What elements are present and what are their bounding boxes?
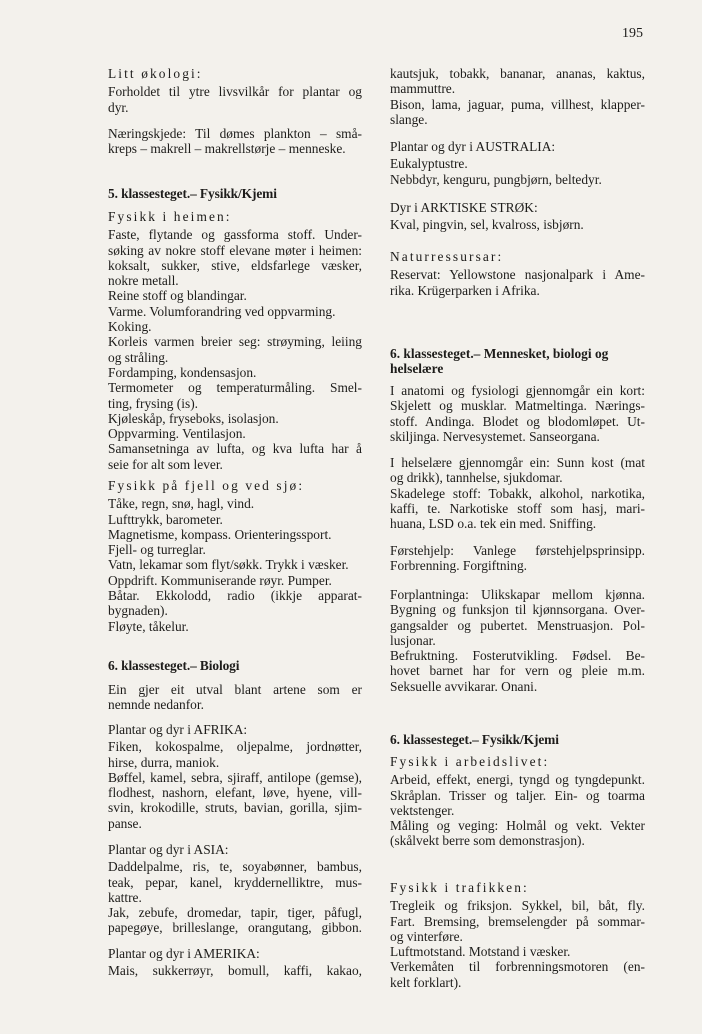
section-fysikk-arbeidslivet: [390, 754, 645, 849]
text-line: Fløyte, tåkelur.: [108, 618, 189, 634]
section-fysikk-i-heimen: [108, 209, 362, 472]
text-line: Reine stoff og blandingar.: [108, 288, 247, 304]
text-line: I helselære gjennomgår ein: Sunn kost (mat: [390, 455, 645, 470]
section-fysikk-pa-fjell: [108, 478, 362, 634]
section-heading: Plantar og dyr i AFRIKA:: [108, 722, 248, 737]
section-naturressursar: [390, 249, 645, 298]
paragraph-utval: [108, 682, 362, 713]
text-line: Magnetisme, kompass. Orienteringssport.: [108, 526, 332, 542]
text-line: flodhest, nashorn, elefant, løve, hyene, vill-: [108, 785, 362, 801]
page-number: 195: [622, 26, 643, 41]
section-arktiske: [390, 200, 645, 233]
text-line: panse.: [108, 815, 142, 831]
text-line: kautsjuk, tobakk, bananar, ananas, kaktus,: [390, 66, 645, 81]
text-line: huana, LSD o.a. tek ein med. Sniffing.: [390, 516, 597, 532]
grade-heading-6-mennesket: [390, 346, 645, 377]
text-line: Bison, lama, jaguar, puma, villhest, klapper-: [390, 96, 645, 112]
section-asia: [108, 842, 362, 936]
text-line: Arbeid, effekt, energi, tyngd og tyngdepunkt.: [390, 772, 645, 788]
text-line: papegøye, brilleslange, orangutang, gibbon.: [108, 920, 362, 936]
text-line: Bygning og funksjon til kjønnsorgana. Over-: [390, 602, 645, 618]
section-heading: Plantar og dyr i AUSTRALIA:: [390, 139, 556, 154]
text-line: gangsalder og pubertet. Menstruasjon. Pol-: [390, 617, 645, 633]
text-line: og vinterføre.: [390, 928, 463, 944]
section-fysikk-trafikken: [390, 880, 645, 990]
text-line: Tåke, regn, snø, hagl, vind.: [108, 496, 255, 512]
text-line: Verkemåten til forbrenningsmotoren (en-: [390, 959, 645, 975]
text-line: Skråplan. Trisser og taljer. Ein- og toarma: [390, 787, 645, 803]
text-line: mammuttre.: [390, 81, 456, 97]
paragraph-anatomi: [390, 383, 645, 444]
grade-heading-6-fysikk: [390, 732, 645, 747]
grade-heading: 6. klassesteget.– Biologi: [108, 658, 240, 673]
section-afrika: [108, 722, 362, 831]
text-line: slange.: [390, 111, 428, 127]
text-line: Korleis varmen breier seg: strøyming, leiing: [108, 334, 362, 350]
text-line: Lufttrykk, barometer.: [108, 511, 223, 527]
text-line: Forplantninga: Ulikskapar mellom kjønna.: [390, 587, 645, 602]
text-line: Fart. Bremsing, bremselengder på sommar-: [390, 913, 645, 929]
paragraph-helselaere: [390, 455, 645, 531]
text-line: Befruktning. Fosterutvikling. Fødsel. Be-: [390, 648, 645, 664]
text-line: ting, frysing (is).: [108, 395, 199, 411]
paragraph-amerika-cont: [390, 66, 645, 127]
text-line: skiljinga. Nervesystemet. Sanseorgana.: [390, 428, 600, 444]
text-line: nokre metall.: [108, 273, 179, 289]
section-heading: Plantar og dyr i AMERIKA:: [108, 946, 260, 961]
section-heading: Dyr i ARKTISKE STRØK:: [390, 200, 538, 215]
section-heading: Naturressursar:: [390, 249, 504, 264]
text-line: Varme. Volumforandring ved oppvarming.: [108, 303, 336, 319]
text-line: vektstenger.: [390, 802, 455, 818]
text-line: hirse, durra, maniok.: [108, 754, 220, 770]
text-line: Forbrenning. Forgiftning.: [390, 558, 528, 574]
grade-heading: 5. klassesteget.– Fysikk/Kjemi: [108, 186, 277, 201]
grade-heading: 6. klassesteget.– Mennesket, biologi og: [390, 346, 609, 361]
text-line: Vatn, lekamar som flyt/søkk. Trykk i væsker.: [108, 557, 349, 573]
section-heading: Litt økologi:: [108, 66, 203, 81]
text-line: søking av nokre stoff elevane møter i heimen:: [108, 242, 362, 258]
grade-heading-5-fysikk: [108, 186, 362, 201]
section-litt-okologi: [108, 66, 362, 115]
text-line: Faste, flytande og gassforma stoff. Under-: [108, 227, 362, 243]
grade-heading: helselære: [390, 361, 444, 377]
section-australia: [390, 139, 645, 187]
text-line: Luftmotstand. Motstand i væsker.: [390, 944, 571, 960]
text-line: Koking.: [108, 319, 152, 335]
text-line: (skålvekt berre som demonstrasjon).: [390, 833, 585, 849]
section-amerika: [108, 946, 362, 979]
text-line: svin, krokodille, struts, bavian, gorilla, sjim-: [108, 800, 362, 816]
text-line: Ein gjer eit utval blant artene som er: [108, 682, 362, 697]
text-line: Båtar. Ekkolodd, radio (ikkje apparat-: [108, 588, 362, 604]
text-line: Forholdet til ytre livsvilkår for plantar og: [108, 84, 362, 100]
text-line: rika. Krügerparken i Afrika.: [390, 282, 540, 298]
text-line: seie for alt som lever.: [108, 456, 223, 472]
text-line: kreps – makrell – makrellstørje – menneske.: [108, 141, 346, 157]
text-line: Termometer og temperaturmåling. Smel-: [108, 380, 362, 396]
text-line: Måling og veging: Holmål og vekt. Vekter: [390, 818, 645, 834]
section-heading: Fysikk på fjell og ved sjø:: [108, 478, 305, 493]
text-line: hovet barnet har for vern og pleie m.m.: [390, 663, 645, 679]
text-line: og drikk), tannhelse, sjukdomar.: [390, 470, 563, 486]
text-line: Bøffel, kamel, sebra, sjiraff, antilope (gemse),: [108, 769, 362, 785]
text-line: Førstehjelp: Vanlege førstehjelpsprinsipp.: [390, 543, 645, 558]
text-line: Nebbdyr, kenguru, pungbjørn, beltedyr.: [390, 171, 602, 187]
text-line: Jak, zebufe, dromedar, tapir, tiger, påfugl,: [108, 905, 362, 921]
text-line: Eukalyptustre.: [390, 156, 468, 172]
text-line: nemnde nedanfor.: [108, 697, 204, 713]
grade-heading: 6. klassesteget.– Fysikk/Kjemi: [390, 732, 559, 747]
paragraph-naeringskjede: [108, 126, 362, 157]
text-line: Oppdrift. Kommuniserande røyr. Pumper.: [108, 572, 332, 588]
section-heading: Plantar og dyr i ASIA:: [108, 842, 229, 857]
text-line: lusjonar.: [390, 632, 436, 648]
text-line: Skjelett og musklar. Matmeltinga. Nærings-: [390, 398, 645, 414]
text-line: Daddelpalme, ris, te, soyabønner, bambus,: [108, 859, 362, 875]
text-line: Næringskjede: Til dømes plankton – små-: [108, 126, 362, 141]
text-line: Kval, pingvin, sel, kvalross, isbjørn.: [390, 217, 584, 233]
text-line: Kjøleskåp, fryseboks, isolasjon.: [108, 410, 279, 426]
text-line: Mais, sukkerrøyr, bomull, kaffi, kakao,: [108, 963, 362, 979]
text-line: koksalt, sukker, stive, eldsfarlege væsker,: [108, 257, 362, 273]
text-line: Reservat: Yellowstone nasjonalpark i Ame-: [390, 267, 645, 283]
text-line: Samansetninga av lufta, og kva lufta har å: [108, 441, 362, 457]
section-heading: Fysikk i heimen:: [108, 209, 232, 224]
text-line: bygnaden).: [108, 603, 168, 619]
text-line: kelt forklart).: [390, 974, 462, 990]
text-line: Skadelege stoff: Tobakk, alkohol, narkotika,: [390, 485, 645, 501]
text-line: Fordamping, kondensasjon.: [108, 364, 257, 380]
text-line: I anatomi og fysiologi gjennomgår ein kort:: [390, 383, 645, 398]
text-line: kaffi, te. Narkotiske stoff som hasj, mari-: [390, 500, 645, 516]
text-line: dyr.: [108, 99, 129, 115]
section-heading: Fysikk i trafikken:: [390, 880, 529, 895]
text-line: Fjell- og turreglar.: [108, 542, 206, 558]
text-line: Fiken, kokospalme, oljepalme, jordnøtter,: [108, 739, 362, 755]
section-heading: Fysikk i arbeidslivet:: [390, 754, 550, 769]
text-line: Tregleik og friksjon. Sykkel, bil, båt, fly.: [390, 898, 645, 914]
text-line: teak, pepar, kanel, kryddernelliktre, mus-: [108, 874, 362, 890]
text-line: Oppvarming. Ventilasjon.: [108, 426, 246, 442]
text-line: Seksuelle avvikarar. Onani.: [390, 678, 538, 694]
text-line: stoff. Andinga. Blodet og blodomløpet. Ut-: [390, 413, 645, 429]
text-line: kattre.: [108, 889, 142, 905]
paragraph-forplantninga: [390, 587, 645, 694]
paragraph-forstehjelp: [390, 543, 645, 574]
text-line: og stråling.: [108, 349, 169, 365]
grade-heading-6-biologi: [108, 658, 362, 673]
